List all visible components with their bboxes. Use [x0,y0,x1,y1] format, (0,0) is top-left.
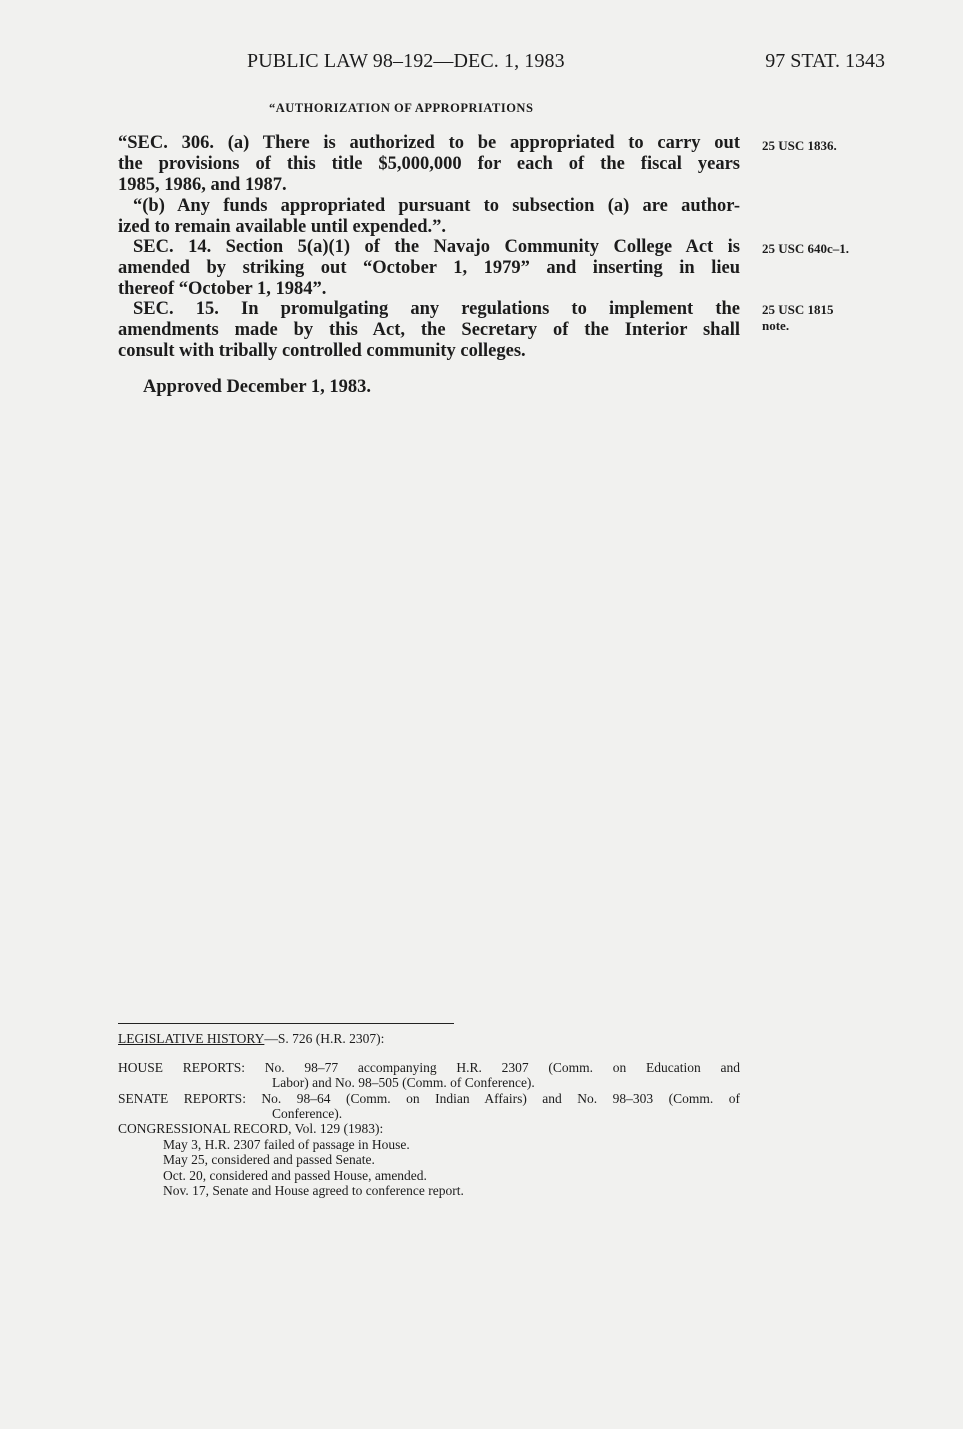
history-line: SENATE REPORTS: No. 98–64 (Comm. on Indian Affairs) and No. 98–303 (Comm. of [118,1091,740,1106]
text-line: “(b) Any funds appropriated pursuant to subsection (a) are author- [133,196,740,216]
footnote-rule [118,1023,454,1024]
legislative-history-label: LEGISLATIVE HISTORY [118,1031,265,1046]
text-line: thereof “October 1, 1984”. [118,279,327,299]
running-header-title: PUBLIC LAW 98–192—DEC. 1, 1983 [247,50,565,72]
text-line: consult with tribally controlled community colleges. [118,341,526,361]
history-line: CONGRESSIONAL RECORD, Vol. 129 (1983): [118,1121,384,1136]
text-line: SEC. 15. In promulgating any regulations to implement the [133,299,740,319]
legislative-history-bill: —S. 726 (H.R. 2307): [264,1031,385,1046]
approval-date: Approved December 1, 1983. [143,377,371,397]
text-line: ized to remain available until expended.”. [118,217,447,237]
text-line: amendments made by this Act, the Secretary of the Interior shall [118,320,740,340]
text-line: amended by striking out “October 1, 1979” and inserting in lieu [118,258,740,278]
history-line: HOUSE REPORTS: No. 98–77 accompanying H.R. 2307 (Comm. on Education and [118,1060,740,1075]
history-line: Labor) and No. 98–505 (Comm. of Conference). [272,1075,535,1090]
history-item: Oct. 20, considered and passed House, amended. [163,1168,427,1183]
text-line: SEC. 14. Section 5(a)(1) of the Navajo Community College Act is [133,237,740,257]
section-heading: “AUTHORIZATION OF APPROPRIATIONS [269,101,534,115]
margin-citation: 25 USC 1815 [762,302,834,317]
history-line: Conference). [272,1106,343,1121]
history-item: May 3, H.R. 2307 failed of passage in House. [163,1137,410,1152]
margin-citation: note. [762,318,790,333]
history-item: May 25, considered and passed Senate. [163,1152,375,1167]
text-line: the provisions of this title $5,000,000 for each of the fiscal years [118,154,740,174]
running-header-page: 97 STAT. 1343 [765,50,885,72]
text-line: 1985, 1986, and 1987. [118,175,287,195]
margin-citation: 25 USC 640c–1. [762,241,850,256]
text-line: “SEC. 306. (a) There is authorized to be appropriated to carry out [118,133,740,153]
history-item: Nov. 17, Senate and House agreed to conference report. [163,1183,464,1198]
legislative-history-title [118,1031,384,1047]
margin-citation: 25 USC 1836. [762,138,837,153]
